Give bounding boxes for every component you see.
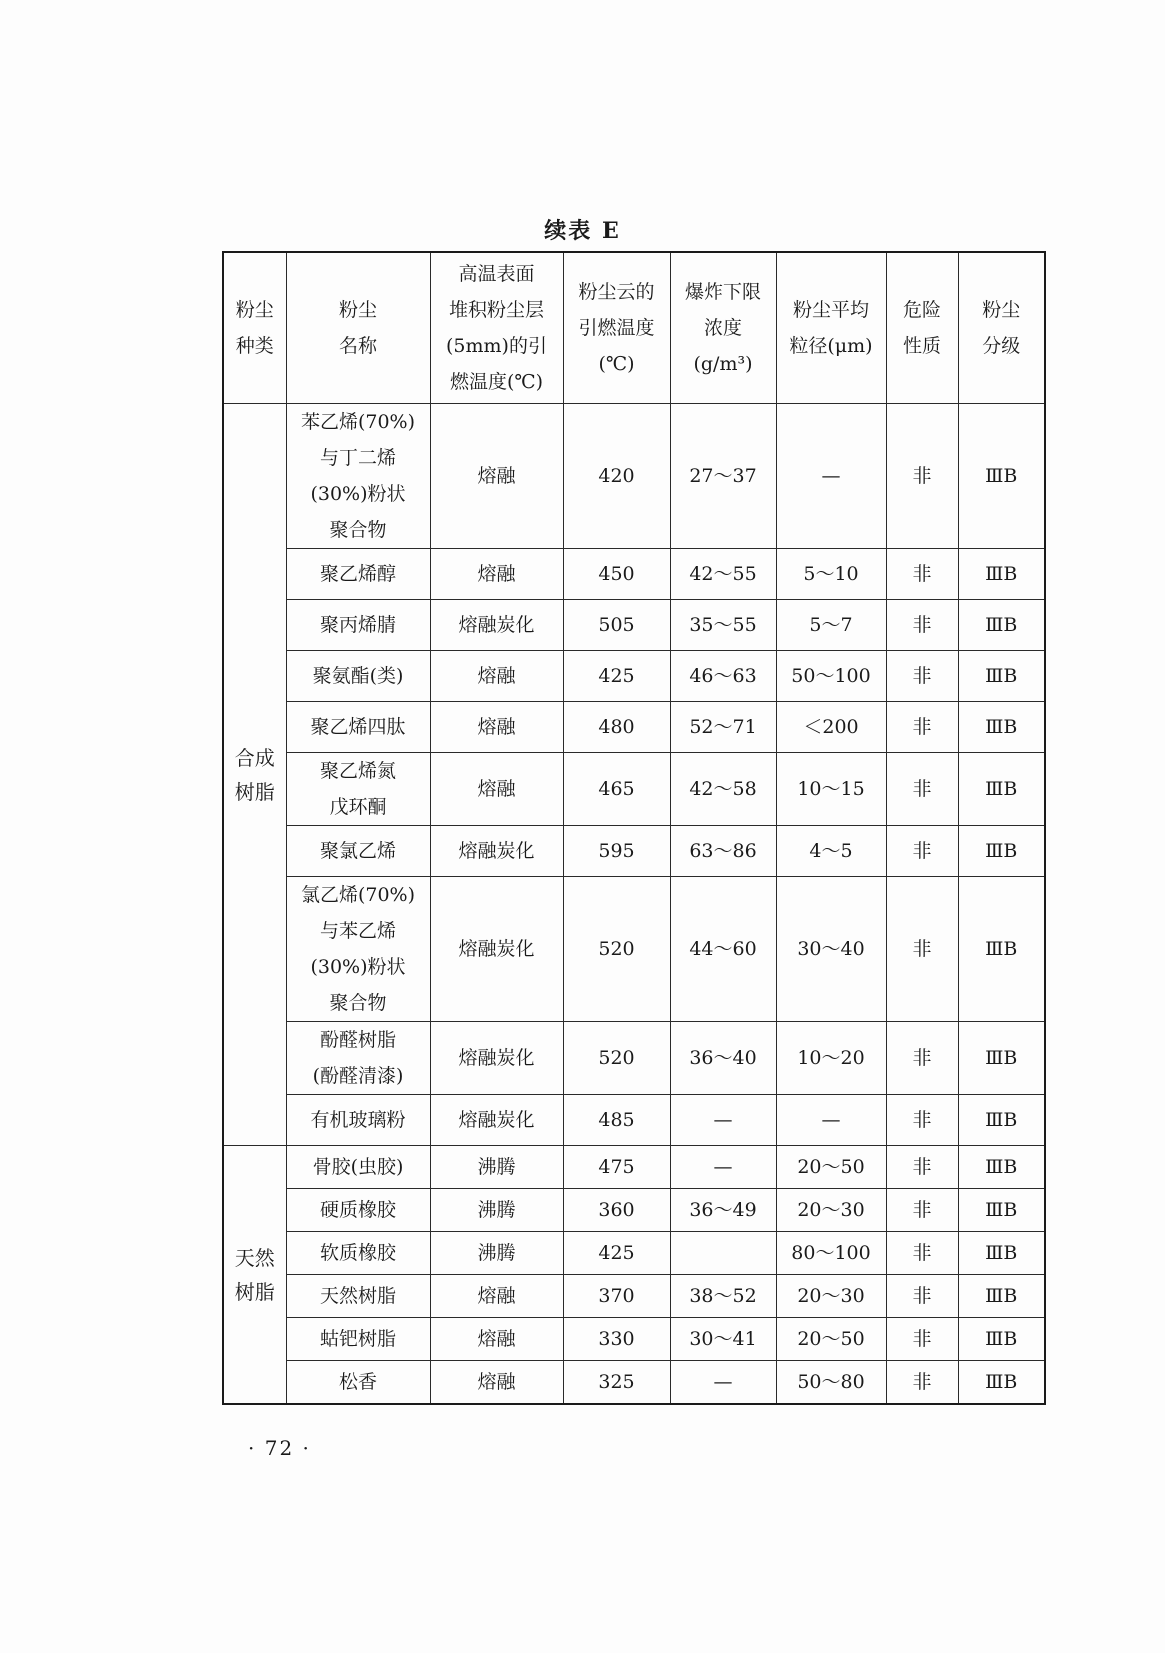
table-row [223,826,1045,877]
lower-explosion-limit-cell: 30～41 [670,1318,776,1361]
lower-explosion-limit-cell: — [670,1095,776,1146]
table-row [223,1275,1045,1318]
cloud-ignition-temp-cell: 425 [563,1232,670,1275]
layer-ignition-temp-cell: 熔融炭化 [430,877,563,1022]
hazard-nature-cell: 非 [886,877,958,1022]
table-row [223,877,1045,1022]
dust-name-cell: 苯乙烯(70%) 与丁二烯 (30%)粉状 聚合物 [286,404,430,549]
lower-explosion-limit-cell: 44～60 [670,877,776,1022]
hazard-nature-cell: 非 [886,1318,958,1361]
table-row [223,1361,1045,1405]
dust-name-cell: 骨胶(虫胶) [286,1146,430,1189]
table-title: 续表 E [544,218,621,244]
dust-grade-cell: ⅢB [958,1189,1045,1232]
mean-particle-size-cell: 10～15 [776,753,886,826]
header-row [223,252,1045,404]
hazard-nature-cell: 非 [886,1095,958,1146]
dust-grade-cell: ⅢB [958,877,1045,1022]
category-natural-resin: 天然 树脂 [223,1146,286,1405]
dust-name-cell: 酚醛树脂 (酚醛清漆) [286,1022,430,1095]
dust-name-cell: 硬质橡胶 [286,1189,430,1232]
layer-ignition-temp-cell: 熔融 [430,1361,563,1405]
header-cloud-ignition-temp: 粉尘云的 引燃温度 (℃) [563,252,670,404]
lower-explosion-limit-cell: 42～58 [670,753,776,826]
mean-particle-size-cell: 50～80 [776,1361,886,1405]
hazard-nature-cell: 非 [886,549,958,600]
hazard-nature-cell: 非 [886,1146,958,1189]
dust-name-cell: 聚乙烯氮 戊环酮 [286,753,430,826]
mean-particle-size-cell: ＜200 [776,702,886,753]
header-dust-name: 粉尘 名称 [286,252,430,404]
header-layer-ignition-temp: 高温表面 堆积粉尘层 (5mm)的引 燃温度(℃) [430,252,563,404]
table-row [223,600,1045,651]
lower-explosion-limit-cell: 38～52 [670,1275,776,1318]
cloud-ignition-temp-cell: 520 [563,877,670,1022]
mean-particle-size-cell: 4～5 [776,826,886,877]
table-row [223,651,1045,702]
lower-explosion-limit-cell: 36～40 [670,1022,776,1095]
layer-ignition-temp-cell: 熔融 [430,404,563,549]
cloud-ignition-temp-cell: 505 [563,600,670,651]
header-dust-category: 粉尘 种类 [223,252,286,404]
hazard-nature-cell: 非 [886,1022,958,1095]
mean-particle-size-cell: 20～50 [776,1318,886,1361]
hazard-nature-cell: 非 [886,702,958,753]
hazard-nature-cell: 非 [886,1232,958,1275]
table-row [223,702,1045,753]
cloud-ignition-temp-cell: 370 [563,1275,670,1318]
dust-grade-cell: ⅢB [958,826,1045,877]
layer-ignition-temp-cell: 熔融炭化 [430,1022,563,1095]
cloud-ignition-temp-cell: 595 [563,826,670,877]
cloud-ignition-temp-cell: 465 [563,753,670,826]
table-row [223,753,1045,826]
dust-grade-cell: ⅢB [958,753,1045,826]
dust-name-cell: 聚丙烯腈 [286,600,430,651]
mean-particle-size-cell: — [776,1095,886,1146]
hazard-nature-cell: 非 [886,600,958,651]
layer-ignition-temp-cell: 熔融 [430,753,563,826]
dust-grade-cell: ⅢB [958,702,1045,753]
table-row [223,404,1045,549]
mean-particle-size-cell: 5～10 [776,549,886,600]
cloud-ignition-temp-cell: 425 [563,651,670,702]
lower-explosion-limit-cell: 27～37 [670,404,776,549]
dust-grade-cell: ⅢB [958,1095,1045,1146]
dust-name-cell: 松香 [286,1361,430,1405]
dust-grade-cell: ⅢB [958,1361,1045,1405]
table-row [223,549,1045,600]
layer-ignition-temp-cell: 沸腾 [430,1146,563,1189]
dust-name-cell: 聚氯乙烯 [286,826,430,877]
hazard-nature-cell: 非 [886,1189,958,1232]
layer-ignition-temp-cell: 熔融 [430,1275,563,1318]
cloud-ignition-temp-cell: 480 [563,702,670,753]
table-row [223,1095,1045,1146]
hazard-nature-cell: 非 [886,651,958,702]
table-row [223,1189,1045,1232]
cloud-ignition-temp-cell: 420 [563,404,670,549]
lower-explosion-limit-cell: 42～55 [670,549,776,600]
table-row [223,1232,1045,1275]
dust-grade-cell: ⅢB [958,651,1045,702]
page-number: · 72 · [248,1436,311,1460]
mean-particle-size-cell: 10～20 [776,1022,886,1095]
category-synthetic-resin: 合成 树脂 [223,404,286,1146]
dust-name-cell: 聚乙烯四肽 [286,702,430,753]
table-row [223,1318,1045,1361]
dust-name-cell: 蛄钯树脂 [286,1318,430,1361]
header-dust-grade: 粉尘 分级 [958,252,1045,404]
dust-name-cell: 天然树脂 [286,1275,430,1318]
hazard-nature-cell: 非 [886,826,958,877]
layer-ignition-temp-cell: 沸腾 [430,1189,563,1232]
mean-particle-size-cell: 20～30 [776,1275,886,1318]
cloud-ignition-temp-cell: 360 [563,1189,670,1232]
dust-grade-cell: ⅢB [958,600,1045,651]
dust-grade-cell: ⅢB [958,1232,1045,1275]
layer-ignition-temp-cell: 熔融炭化 [430,600,563,651]
cloud-ignition-temp-cell: 520 [563,1022,670,1095]
table-row [223,1022,1045,1095]
lower-explosion-limit-cell: 63～86 [670,826,776,877]
lower-explosion-limit-cell: — [670,1146,776,1189]
header-mean-particle-size: 粉尘平均 粒径(μm) [776,252,886,404]
table-body [223,404,1045,1405]
cloud-ignition-temp-cell: 325 [563,1361,670,1405]
dust-grade-cell: ⅢB [958,1275,1045,1318]
mean-particle-size-cell: 5～7 [776,600,886,651]
lower-explosion-limit-cell [670,1232,776,1275]
layer-ignition-temp-cell: 熔融炭化 [430,826,563,877]
hazard-nature-cell: 非 [886,404,958,549]
header-lower-explosion-limit: 爆炸下限 浓度 (g/m³) [670,252,776,404]
layer-ignition-temp-cell: 熔融 [430,1318,563,1361]
mean-particle-size-cell: 50～100 [776,651,886,702]
cloud-ignition-temp-cell: 450 [563,549,670,600]
dust-name-cell: 软质橡胶 [286,1232,430,1275]
dust-grade-cell: ⅢB [958,549,1045,600]
hazard-nature-cell: 非 [886,1361,958,1405]
cloud-ignition-temp-cell: 475 [563,1146,670,1189]
layer-ignition-temp-cell: 沸腾 [430,1232,563,1275]
layer-ignition-temp-cell: 熔融 [430,549,563,600]
mean-particle-size-cell: 30～40 [776,877,886,1022]
lower-explosion-limit-cell: 35～55 [670,600,776,651]
lower-explosion-limit-cell: — [670,1361,776,1405]
dust-name-cell: 氯乙烯(70%) 与苯乙烯 (30%)粉状 聚合物 [286,877,430,1022]
lower-explosion-limit-cell: 52～71 [670,702,776,753]
hazard-nature-cell: 非 [886,753,958,826]
dust-grade-cell: ⅢB [958,1146,1045,1189]
layer-ignition-temp-cell: 熔融 [430,702,563,753]
lower-explosion-limit-cell: 36～49 [670,1189,776,1232]
table-row [223,1146,1045,1189]
dust-properties-table [222,251,1046,1405]
header-hazard-nature: 危险 性质 [886,252,958,404]
dust-name-cell: 聚乙烯醇 [286,549,430,600]
mean-particle-size-cell: — [776,404,886,549]
layer-ignition-temp-cell: 熔融炭化 [430,1095,563,1146]
dust-grade-cell: ⅢB [958,1318,1045,1361]
dust-name-cell: 聚氨酯(类) [286,651,430,702]
hazard-nature-cell: 非 [886,1275,958,1318]
dust-name-cell: 有机玻璃粉 [286,1095,430,1146]
cloud-ignition-temp-cell: 485 [563,1095,670,1146]
mean-particle-size-cell: 20～30 [776,1189,886,1232]
dust-grade-cell: ⅢB [958,1022,1045,1095]
lower-explosion-limit-cell: 46～63 [670,651,776,702]
layer-ignition-temp-cell: 熔融 [430,651,563,702]
cloud-ignition-temp-cell: 330 [563,1318,670,1361]
dust-grade-cell: ⅢB [958,404,1045,549]
mean-particle-size-cell: 80～100 [776,1232,886,1275]
mean-particle-size-cell: 20～50 [776,1146,886,1189]
